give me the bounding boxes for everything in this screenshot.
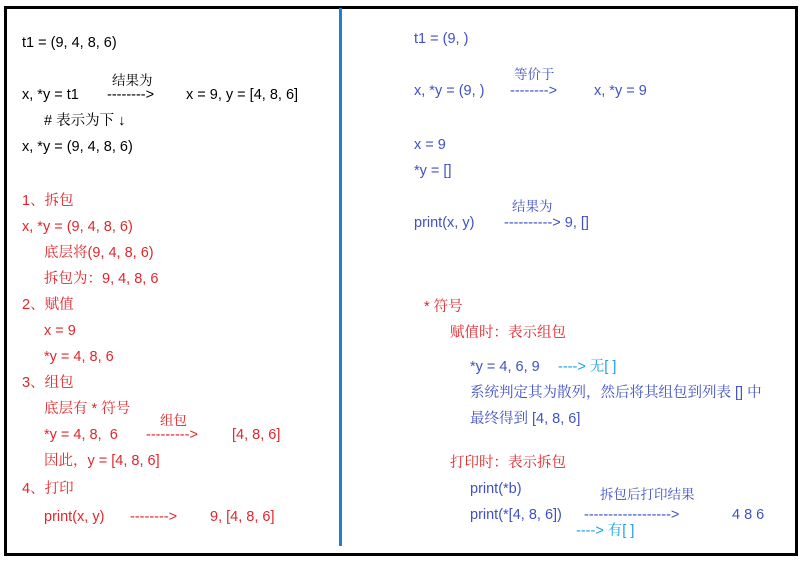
section-3-line-2: *y = 4, 8, 6 [44, 427, 118, 443]
assign-line-3: 最终得到 [4, 8, 6] [470, 411, 581, 427]
right-print-result: ----------> 9, [] [504, 215, 589, 231]
right-equivalent-label: 等价于 [514, 67, 555, 83]
right-y-assign: *y = [] [414, 163, 452, 179]
section-4-print: print(x, y) [44, 509, 105, 525]
unpack-arrow: ------------------> [584, 507, 680, 523]
left-unpack-statement: x, *y = t1 [22, 87, 79, 103]
section-4-arrow: --------> [130, 509, 178, 525]
right-unpack-statement: x, *y = (9, ) [414, 83, 485, 99]
section-2-line-2: *y = 4, 8, 6 [44, 349, 114, 365]
section-3-result: [4, 8, 6] [232, 427, 281, 443]
right-x-assign: x = 9 [414, 137, 446, 153]
left-equivalent-statement: x, *y = (9, 4, 8, 6) [22, 139, 133, 155]
right-tuple-line: t1 = (9, ) [414, 31, 469, 47]
section-3-line-3: 因此，y = [4, 8, 6] [44, 453, 160, 469]
section-1-title: 1、拆包 [22, 193, 74, 209]
print-title: 打印时：表示拆包 [450, 455, 566, 471]
section-2-line-1: x = 9 [44, 323, 76, 339]
right-result-label: 结果为 [512, 199, 553, 215]
section-3-pack-label: 组包 [160, 413, 187, 429]
assign-title: 赋值时：表示组包 [450, 325, 566, 341]
section-3-title: 3、组包 [22, 375, 74, 391]
section-1-line-1: x, *y = (9, 4, 8, 6) [22, 219, 133, 235]
column-divider [339, 8, 342, 546]
right-print-statement: print(x, y) [414, 215, 475, 231]
unpack-print-label: 拆包后打印结果 [600, 487, 695, 503]
assign-no-brackets: ----> 无[ ] [558, 359, 617, 375]
unpack-result: 4 8 6 [732, 507, 765, 523]
left-result-label: 结果为 [112, 73, 153, 89]
right-arrow: --------> [510, 83, 558, 99]
left-tuple-line: t1 = (9, 4, 8, 6) [22, 35, 117, 51]
section-3-line-1: 底层有 * 符号 [44, 401, 131, 417]
right-equivalent-statement: x, *y = 9 [594, 83, 647, 99]
print-line-2: print(*[4, 8, 6]) [470, 507, 562, 523]
left-arrow: --------> [107, 87, 155, 103]
print-line-1: print(*b) [470, 481, 522, 497]
section-4-result: 9, [4, 8, 6] [210, 509, 275, 525]
section-4-title: 4、打印 [22, 481, 74, 497]
section-2-title: 2、赋值 [22, 297, 74, 313]
assign-line-2: 系统判定其为散列，然后将其组包到列表 [] 中 [470, 385, 762, 401]
has-brackets-note: ----> 有[ ] [576, 523, 635, 539]
left-unpack-result: x = 9, y = [4, 8, 6] [186, 87, 299, 103]
assign-line-1: *y = 4, 6, 9 [470, 359, 540, 375]
section-3-arrow: ---------> [146, 427, 198, 443]
star-symbol-title: * 符号 [424, 299, 463, 315]
section-1-line-3: 拆包为：9, 4, 8, 6 [44, 271, 159, 287]
left-comment: # 表示为下 ↓ [44, 113, 126, 129]
section-1-line-2: 底层将(9, 4, 8, 6) [44, 245, 154, 261]
